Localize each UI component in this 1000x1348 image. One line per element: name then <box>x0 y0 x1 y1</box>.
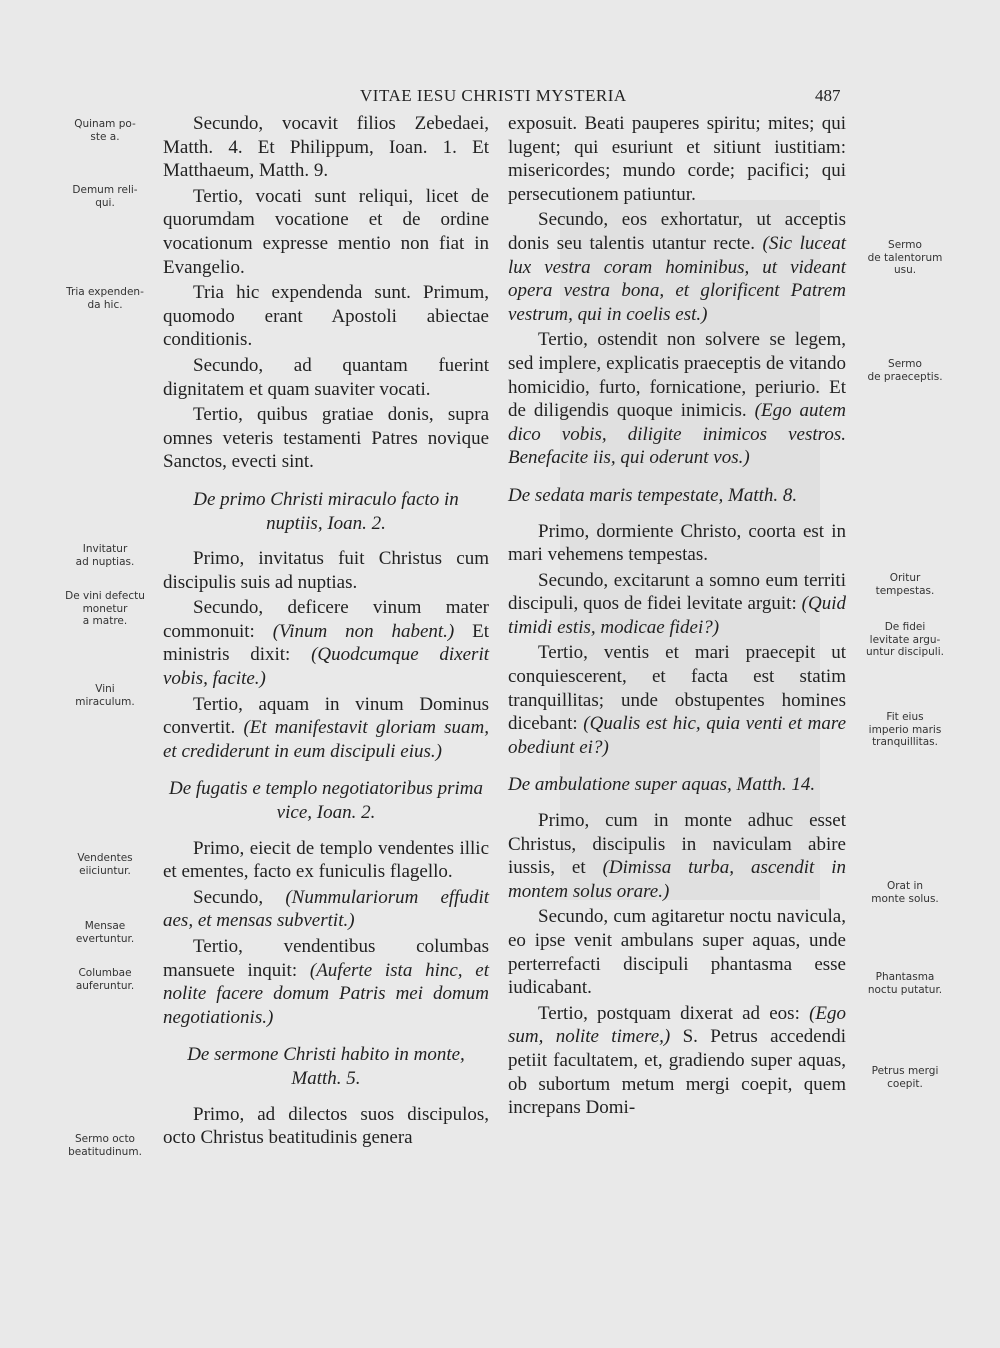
page-number: 487 <box>815 86 841 105</box>
margin-note: Quinam po- ste a. <box>74 118 136 143</box>
margin-note: Phantasma noctu putatur. <box>867 971 943 996</box>
paragraph-text: Tertio, ostendit non solvere se legem, sed implere, explicatis praeceptis de vitando homicidio, furto, fornicatione, periurio. Et de diligendis quoque inimicis. <box>508 329 846 422</box>
paragraph <box>163 886 489 933</box>
margin-note: Sermo de talentorum usu. <box>867 239 943 276</box>
paragraph <box>508 1002 846 1120</box>
paragraph <box>163 693 489 764</box>
paragraph: Primo, invitatus fuit Christus cum discipulis suis ad nuptias. <box>163 548 489 593</box>
margin-note: Invitatur ad nuptias. <box>75 543 135 568</box>
paragraph <box>508 328 846 470</box>
paragraph <box>508 208 846 326</box>
paragraph <box>508 641 846 759</box>
scripture-quote: (Quid timidi estis, modicae fidei?) <box>508 593 846 638</box>
scripture-quote: (Vinum non habent.) <box>272 620 455 642</box>
paragraph-text: Secundo, excitarunt a somno eum territi discipuli, quos de fidei levitate arguit: <box>508 569 846 615</box>
section-heading: De primo Christi miraculo facto in nuptiis, Ioan. 2. <box>193 488 459 534</box>
paragraph: Tria hic expendenda sunt. Primum, quomodo erant Apostoli abiectae conditionis. <box>163 282 489 351</box>
paragraph: exposuit. Beati pauperes spiritu; mites; qui lugent; qui esuriunt et sitiunt iustitiam: misericordes; mundo corde; pacifici; qui persecutionem patiuntur. <box>508 113 846 205</box>
scripture-quote: (Qualis est hic, quia venti et mare obediunt ei?) <box>508 713 847 758</box>
scripture-quote: (Auferte ista hinc, et nolite facere domum Patris mei domum negotiationis.) <box>163 959 489 1028</box>
paragraph <box>163 596 489 690</box>
paragraph-text: Secundo, deficere vinum mater commonuit: <box>163 597 489 642</box>
scripture-quote: (Ego sum, nolite timere,) <box>508 1002 846 1048</box>
section-heading: De fugatis e templo negotiatoribus prima vice, Ioan. 2. <box>168 778 483 824</box>
paragraph <box>508 569 846 640</box>
scripture-quote: (Ego autem dico vobis, diligite inimicos vestros. Benefacite iis, qui oderunt vos.) <box>508 400 846 469</box>
paragraph: Primo, ad dilectos suos discipulos, octo Christus beatitudinis genera <box>163 1103 489 1149</box>
paragraph: Tertio, vocati sunt reliqui, licet de quorumdam vocatione et de ordine vocationum expresse mentio non fiat in Evangelio. <box>163 185 489 278</box>
paragraph: Secundo, ad quantam fuerint dignitatem et quam suaviter vocati. <box>163 354 489 400</box>
section-heading: De sermone Christi habito in monte, Matth. 5. <box>187 1044 465 1089</box>
paragraph: Secundo, vocavit filios Zebedaei, Matth. 4. Et Philippum, Ioan. 1. Et Matthaeum, Matth. 9. <box>163 113 489 182</box>
paragraph: Tertio, quibus gratiae donis, supra omnes veteris testamenti Patres novique Sanctos, evecti sint. <box>163 404 489 473</box>
scripture-quote: (Quodcumque dixerit vobis, facite.) <box>163 644 490 690</box>
margin-note: Sermo de praeceptis. <box>867 358 943 383</box>
paragraph-text: Tertio, vendentibus columbas mansuete inquit: <box>163 936 489 981</box>
running-head: VITAE IESU CHRISTI MYSTERIA <box>360 86 627 105</box>
margin-note: De vini defectu monetur a matre. <box>65 590 145 627</box>
paragraph-text: Tertio, aquam in vinum Dominus convertit. <box>163 693 489 739</box>
paragraph-text: Secundo, <box>193 886 286 908</box>
paragraph-text: Secundo, eos exhortatur, ut acceptis donis seu talentis utantur recte. <box>508 209 846 254</box>
paragraph-text: Et ministris dixit: <box>163 620 490 666</box>
margin-note: De fidei levitate argu- untur discipuli. <box>866 621 944 658</box>
margin-note: Demum reli- qui. <box>72 184 138 209</box>
paragraph-text: S. Petrus accedendi petiit facultatem, et, gradiendo super aquas, ob subortum metum mergi coepit, quem increpans Domi- <box>508 1026 847 1119</box>
paragraph-text: Primo, cum in monte adhuc esset Christus, discipulis in naviculam abire iussis, et <box>508 810 846 879</box>
margin-note: Orat in monte solus. <box>871 880 939 905</box>
scripture-quote: (Et manifestavit gloriam suam, et crediderunt in eum discipuli eius.) <box>163 717 489 762</box>
scripture-quote: (Sic luceat lux vestra coram hominibus, ut videant opera vestra bona, et glorificent Patrem vestrum, qui in coelis est.) <box>508 232 846 325</box>
margin-note: Tria expenden- da hic. <box>66 286 144 311</box>
margin-note: Mensae evertuntur. <box>75 920 135 945</box>
margin-note: Sermo octo beatitudinum. <box>68 1133 142 1158</box>
margin-note: Vendentes eiiciuntur. <box>77 852 133 877</box>
right-text-column <box>508 112 846 1120</box>
scripture-quote: (Dimissa turba, ascendit in montem solus orare.) <box>508 857 847 902</box>
margin-note: Columbae auferuntur. <box>75 967 135 992</box>
margin-note: Vini miraculum. <box>75 683 135 708</box>
scripture-quote: (Nummulariorum effudit aes, et mensas subvertit.) <box>163 886 489 932</box>
section-heading: De ambulatione super aquas, Matth. 14. <box>508 774 816 796</box>
paragraph <box>163 935 489 1029</box>
paragraph <box>508 809 846 903</box>
paragraph: Primo, dormiente Christo, coorta est in mari vehemens tempestas. <box>508 520 846 566</box>
margin-note: Oritur tempestas. <box>875 572 935 597</box>
section-heading: De sedata maris tempestate, Matth. 8. <box>508 484 798 506</box>
paragraph-text: Tertio, postquam dixerat ad eos: <box>538 1002 810 1024</box>
margin-note: Fit eius imperio maris tranquillitas. <box>868 711 942 748</box>
left-text-column <box>163 112 489 1150</box>
paragraph: Secundo, cum agitaretur noctu navicula, eo ipse venit ambulans super aquas, unde perterrefacti discipuli phantasma esse iudicabant. <box>508 906 846 999</box>
paragraph-text: Tertio, ventis et mari praecepit ut conquiescerent, et facta est statim tranquillitas; unde obstupentes homines dicebant: <box>508 642 846 735</box>
margin-note: Petrus mergi coepit. <box>871 1065 939 1090</box>
paragraph: Primo, eiecit de templo vendentes illic et ementes, facto ex funiculis flagello. <box>163 837 489 883</box>
